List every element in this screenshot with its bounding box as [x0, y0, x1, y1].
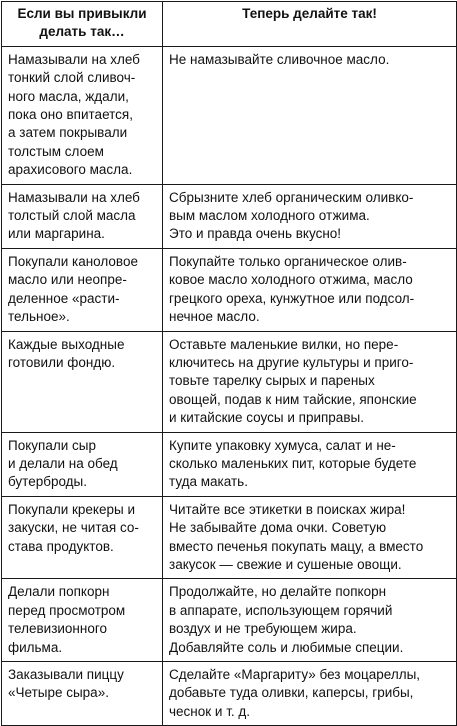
cell-line: Намазывали на хлеб: [8, 51, 140, 67]
header-line: делать так…: [39, 24, 125, 40]
cell-line: овощей, подав к ним тайские, японские: [169, 391, 417, 407]
cell-line: ковое масло холодного отжима, масло: [169, 272, 413, 288]
cell-line: Купите упаковку хумуса, салат и не-: [169, 437, 396, 453]
cell-line: толстым слоем: [8, 143, 104, 159]
cell-line: Это и правда очень вкусно!: [169, 226, 342, 242]
cell-line: става продуктов.: [8, 538, 114, 554]
cell-line: закуски, не читая со-: [8, 520, 139, 536]
cell-line: Не намазывайте сливочное масло.: [169, 51, 390, 67]
table-row: [2, 579, 457, 662]
cell-line: Добавляйте соль и любимые специи.: [169, 639, 404, 655]
table-row: [2, 248, 457, 331]
cell-line: тонкий слой сливоч-: [8, 70, 136, 86]
cell-old-habit: [2, 496, 163, 579]
cell-line: Читайте все этикетки в поисках жира!: [169, 501, 406, 517]
cell-line: сколько маленьких пит, которые будете: [169, 455, 417, 471]
table-row: [2, 331, 457, 432]
cell-line: Покупали каноловое: [8, 253, 138, 269]
cell-line: туда макать.: [169, 474, 248, 490]
cell-old-habit: [2, 579, 163, 662]
cell-line: ного масла, ждали,: [8, 88, 129, 104]
cell-line: готовили фондю.: [8, 354, 116, 370]
cell-line: Намазывали на хлеб: [8, 189, 140, 205]
cell-old-habit: [2, 331, 163, 432]
header-row: [2, 2, 457, 47]
cell-line: фильма.: [8, 639, 63, 655]
table-row: [2, 496, 457, 579]
cell-new-habit: [163, 579, 457, 662]
cell-new-habit: [163, 496, 457, 579]
cell-line: вместо печенья покупать мацу, а вместо: [169, 538, 424, 554]
cell-line: Каждые выходные: [8, 336, 125, 352]
header-after: [163, 2, 457, 47]
cell-line: перед просмотром: [8, 602, 126, 618]
cell-line: «Четыре сыра».: [8, 685, 109, 701]
cell-line: пока оно впитается,: [8, 107, 133, 123]
cell-line: толстый слой масла: [8, 208, 136, 224]
cell-line: Продолжайте, но делайте попкорн: [169, 584, 387, 600]
cell-line: тельное».: [8, 309, 70, 325]
cell-line: деленное «расти-: [8, 290, 120, 306]
cell-line: Не забывайте дома очки. Советую: [169, 520, 387, 536]
table-row: [2, 46, 457, 184]
cell-line: вым маслом холодного отжима.: [169, 208, 370, 224]
habits-comparison-table: [1, 1, 457, 726]
cell-new-habit: [163, 432, 457, 496]
cell-line: Оставьте маленькие вилки, но пере-: [169, 336, 399, 352]
cell-line: а затем покрывали: [8, 125, 128, 141]
cell-line: ключитесь на другие культуры и приго-: [169, 354, 414, 370]
cell-new-habit: [163, 248, 457, 331]
cell-old-habit: [2, 662, 163, 726]
cell-line: телевизионного: [8, 621, 107, 637]
cell-line: Заказывали пиццу: [8, 667, 124, 682]
cell-old-habit: [2, 184, 163, 248]
header-before: [2, 2, 163, 47]
cell-line: чеснок и т. д.: [169, 703, 251, 719]
cell-line: Сделайте «Маргариту» без моцареллы,: [169, 667, 421, 682]
cell-new-habit: [163, 46, 457, 184]
cell-line: или маргарина.: [8, 226, 105, 242]
cell-line: и китайские соусы и приправы.: [169, 410, 364, 426]
cell-old-habit: [2, 46, 163, 184]
header-line: Если вы привыкли: [17, 6, 147, 21]
cell-line: закусок — свежие и сушеные овощи.: [169, 556, 402, 572]
cell-line: добавьте туда оливки, каперсы, грибы,: [169, 685, 414, 701]
cell-old-habit: [2, 432, 163, 496]
cell-new-habit: [163, 331, 457, 432]
cell-old-habit: [2, 248, 163, 331]
table-row: [2, 432, 457, 496]
cell-new-habit: [163, 662, 457, 726]
cell-line: нечное масло.: [169, 309, 260, 325]
cell-line: и делали на обед: [8, 455, 118, 471]
table-row: [2, 662, 457, 726]
cell-line: грецкого ореха, кунжутное или подсол-: [169, 290, 415, 306]
cell-line: Сбрызните хлеб органическим оливко-: [169, 189, 414, 205]
cell-line: масло или неопре-: [8, 272, 127, 288]
cell-line: воздух и не требующем жира.: [169, 621, 357, 637]
header-line: Теперь делайте так!: [242, 6, 377, 21]
cell-line: бутерброды.: [8, 474, 88, 490]
cell-line: в аппарате, использующем горячий: [169, 602, 393, 618]
cell-line: товьте тарелку сырых и пареных: [169, 373, 375, 389]
cell-line: арахисового масла.: [8, 162, 133, 178]
cell-line: Покупали сыр: [8, 437, 96, 453]
cell-line: Покупали крекеры и: [8, 501, 135, 517]
cell-line: Покупайте только органическое олив-: [169, 253, 407, 269]
cell-line: Делали попкорн: [8, 584, 110, 600]
table-row: [2, 184, 457, 248]
cell-new-habit: [163, 184, 457, 248]
